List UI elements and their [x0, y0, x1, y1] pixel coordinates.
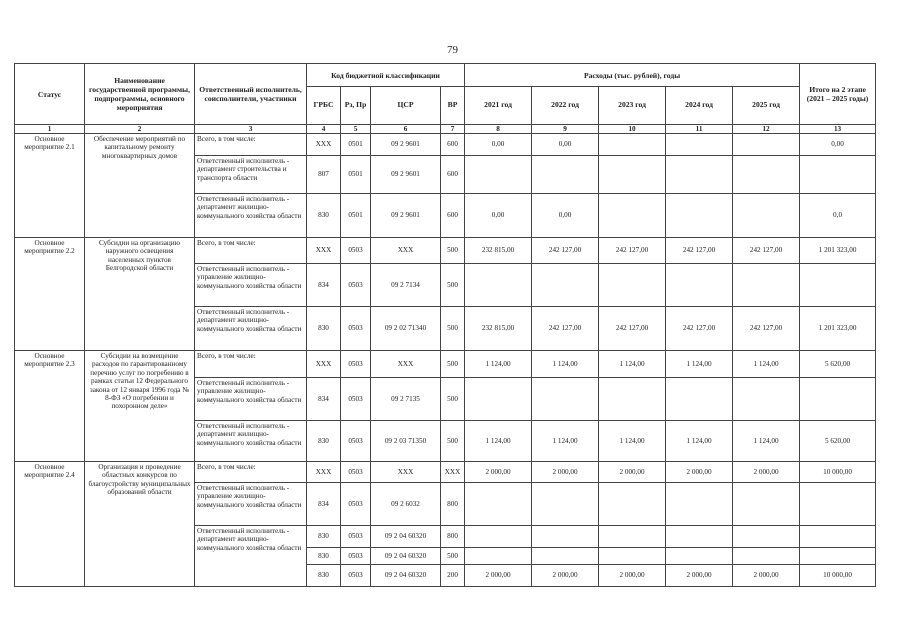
csr-cell: 09 2 04 60320 [371, 526, 441, 548]
rzpr-cell: 0503 [341, 264, 371, 307]
y2023-cell [599, 194, 666, 238]
csr-cell: XXX [371, 351, 441, 378]
grbs-cell: 830 [307, 526, 341, 548]
y2022-cell [532, 526, 599, 548]
executor-cell: Ответственный исполнитель - департамент жилищно-коммунального хозяйства области [195, 307, 307, 351]
executor-cell: Ответственный исполнитель - департамент жилищно-коммунального хозяйства области [195, 194, 307, 238]
csr-cell: 09 2 04 60320 [371, 565, 441, 587]
y2025-cell [733, 194, 800, 238]
grbs-cell: 830 [307, 565, 341, 587]
y2023-cell: 1 124,00 [599, 351, 666, 378]
y2022-cell: 2 000,00 [532, 462, 599, 483]
grbs-cell: 830 [307, 307, 341, 351]
y2021-cell [465, 548, 532, 565]
y2021-cell [465, 378, 532, 421]
vr-cell: 500 [441, 548, 465, 565]
executor-cell: Ответственный исполнитель - управление жилищно-коммунального хозяйства области [195, 264, 307, 307]
y2021-cell [465, 483, 532, 526]
y2024-cell: 2 000,00 [666, 462, 733, 483]
csr-cell: 09 2 04 60320 [371, 548, 441, 565]
vr-cell: 200 [441, 565, 465, 587]
y2024-cell [666, 548, 733, 565]
header-y2021: 2021 год [465, 87, 532, 125]
rzpr-cell: 0503 [341, 483, 371, 526]
total-cell [800, 526, 876, 548]
y2023-cell [599, 378, 666, 421]
page-number: 79 [447, 44, 458, 56]
y2021-cell: 0,00 [465, 134, 532, 156]
y2024-cell: 1 124,00 [666, 421, 733, 462]
y2023-cell: 242 127,00 [599, 238, 666, 264]
y2021-cell [465, 526, 532, 548]
csr-cell: XXX [371, 238, 441, 264]
y2024-cell [666, 526, 733, 548]
y2023-cell [599, 548, 666, 565]
vr-cell: XXX [441, 462, 465, 483]
header-csr: ЦСР [371, 87, 441, 125]
header-y2023: 2023 год [599, 87, 666, 125]
y2025-cell: 242 127,00 [733, 307, 800, 351]
vr-cell: 500 [441, 238, 465, 264]
total-cell: 5 620,00 [800, 421, 876, 462]
y2025-cell: 242 127,00 [733, 238, 800, 264]
header-budget-code: Код бюджетной классификации [307, 64, 465, 87]
name-cell: Обеспечение мероприятий по капитальному ремонту многоквартирных домов [85, 134, 195, 238]
column-number: 11 [666, 125, 733, 134]
y2023-cell [599, 526, 666, 548]
executor-cell: Ответственный исполнитель - департамент строительства и транспорта области [195, 156, 307, 194]
executor-cell: Ответственный исполнитель - департамент жилищно-коммунального хозяйства области [195, 526, 307, 587]
column-number: 7 [441, 125, 465, 134]
y2021-cell: 1 124,00 [465, 351, 532, 378]
y2022-cell: 1 124,00 [532, 421, 599, 462]
csr-cell: 09 2 03 71350 [371, 421, 441, 462]
y2021-cell: 1 124,00 [465, 421, 532, 462]
grbs-cell: 834 [307, 483, 341, 526]
y2021-cell: 0,00 [465, 194, 532, 238]
total-cell [800, 378, 876, 421]
column-number: 6 [371, 125, 441, 134]
y2023-cell: 2 000,00 [599, 462, 666, 483]
grbs-cell: 834 [307, 378, 341, 421]
y2022-cell: 0,00 [532, 194, 599, 238]
total-cell [800, 548, 876, 565]
y2025-cell [733, 156, 800, 194]
csr-cell: 09 2 02 71340 [371, 307, 441, 351]
header-y2022: 2022 год [532, 87, 599, 125]
vr-cell: 500 [441, 351, 465, 378]
y2024-cell [666, 264, 733, 307]
total-cell [800, 264, 876, 307]
y2024-cell [666, 483, 733, 526]
name-cell: Субсидии на возмещение расходов по гарантированному перечню услуг по погребению в рамках статьи 12 Федерального закона от 12 января 1996 года № 8-ФЗ «О погребении и похоронном деле» [85, 351, 195, 462]
csr-cell: 09 2 9601 [371, 156, 441, 194]
rzpr-cell: 0503 [341, 378, 371, 421]
csr-cell: 09 2 9601 [371, 194, 441, 238]
grbs-cell: 830 [307, 194, 341, 238]
header-expenses: Расходы (тыс. рублей), годы [465, 64, 800, 87]
column-number: 5 [341, 125, 371, 134]
y2022-cell [532, 548, 599, 565]
y2024-cell [666, 194, 733, 238]
csr-cell: 09 2 9601 [371, 134, 441, 156]
y2023-cell [599, 156, 666, 194]
grbs-cell: 830 [307, 548, 341, 565]
rzpr-cell: 0501 [341, 156, 371, 194]
total-cell: 5 620,00 [800, 351, 876, 378]
y2025-cell: 2 000,00 [733, 565, 800, 587]
executor-cell: Ответственный исполнитель - управление жилищно-коммунального хозяйства области [195, 378, 307, 421]
y2025-cell: 1 124,00 [733, 421, 800, 462]
y2025-cell [733, 526, 800, 548]
y2024-cell [666, 378, 733, 421]
total-cell: 10 000,00 [800, 565, 876, 587]
grbs-cell: 830 [307, 421, 341, 462]
executor-cell: Всего, в том числе: [195, 351, 307, 378]
header-y2024: 2024 год [666, 87, 733, 125]
expenses-table [14, 63, 876, 587]
y2024-cell [666, 156, 733, 194]
vr-cell: 500 [441, 378, 465, 421]
vr-cell: 500 [441, 421, 465, 462]
total-cell: 0,0 [800, 194, 876, 238]
y2025-cell [733, 548, 800, 565]
column-number: 2 [85, 125, 195, 134]
vr-cell: 500 [441, 307, 465, 351]
rzpr-cell: 0503 [341, 307, 371, 351]
y2023-cell: 242 127,00 [599, 307, 666, 351]
total-cell: 10 000,00 [800, 462, 876, 483]
executor-cell: Ответственный исполнитель - управление жилищно-коммунального хозяйства области [195, 483, 307, 526]
y2021-cell: 2 000,00 [465, 565, 532, 587]
y2024-cell: 242 127,00 [666, 238, 733, 264]
y2022-cell [532, 264, 599, 307]
grbs-cell: XXX [307, 351, 341, 378]
y2021-cell [465, 156, 532, 194]
grbs-cell: XXX [307, 462, 341, 483]
total-cell: 0,00 [800, 134, 876, 156]
y2021-cell: 232 815,00 [465, 238, 532, 264]
name-cell: Субсидии на организацию наружного освещения населенных пунктов Белгородской области [85, 238, 195, 351]
vr-cell: 500 [441, 264, 465, 307]
status-cell: Основное мероприятие 2.2 [15, 238, 85, 351]
grbs-cell: XXX [307, 134, 341, 156]
executor-cell: Всего, в том числе: [195, 238, 307, 264]
rzpr-cell: 0503 [341, 238, 371, 264]
table-row [15, 238, 876, 264]
y2021-cell: 232 815,00 [465, 307, 532, 351]
y2022-cell: 242 127,00 [532, 307, 599, 351]
y2023-cell [599, 264, 666, 307]
rzpr-cell: 0501 [341, 194, 371, 238]
csr-cell: 09 2 7135 [371, 378, 441, 421]
y2021-cell [465, 264, 532, 307]
vr-cell: 600 [441, 156, 465, 194]
rzpr-cell: 0501 [341, 134, 371, 156]
rzpr-cell: 0503 [341, 548, 371, 565]
header-name: Наименование государственной программы, подпрограммы, основного мероприятия [85, 64, 195, 125]
header-grbs: ГРБС [307, 87, 341, 125]
vr-cell: 800 [441, 526, 465, 548]
header-vr: ВР [441, 87, 465, 125]
grbs-cell: 807 [307, 156, 341, 194]
total-cell: 1 201 323,00 [800, 238, 876, 264]
vr-cell: 600 [441, 134, 465, 156]
total-cell [800, 156, 876, 194]
y2023-cell: 1 124,00 [599, 421, 666, 462]
y2025-cell [733, 134, 800, 156]
table-body [15, 134, 876, 587]
y2022-cell: 2 000,00 [532, 565, 599, 587]
column-numbers-row [15, 125, 876, 134]
y2025-cell [733, 483, 800, 526]
header-total: Итого на 2 этапе (2021 – 2025 годы) [800, 64, 876, 125]
csr-cell: 09 2 6032 [371, 483, 441, 526]
y2024-cell: 2 000,00 [666, 565, 733, 587]
vr-cell: 600 [441, 194, 465, 238]
y2025-cell [733, 264, 800, 307]
column-number: 10 [599, 125, 666, 134]
name-cell: Организация и проведение областных конкурсов по благоустройству муниципальных образований области [85, 462, 195, 587]
y2025-cell: 1 124,00 [733, 351, 800, 378]
grbs-cell: XXX [307, 238, 341, 264]
header-y2025: 2025 год [733, 87, 800, 125]
rzpr-cell: 0503 [341, 462, 371, 483]
header-status: Статус [15, 64, 85, 125]
grbs-cell: 834 [307, 264, 341, 307]
column-number: 9 [532, 125, 599, 134]
column-number: 4 [307, 125, 341, 134]
status-cell: Основное мероприятие 2.1 [15, 134, 85, 238]
table-row [15, 351, 876, 378]
y2023-cell: 2 000,00 [599, 565, 666, 587]
column-number: 1 [15, 125, 85, 134]
status-cell: Основное мероприятие 2.3 [15, 351, 85, 462]
y2022-cell [532, 483, 599, 526]
executor-cell: Всего, в том числе: [195, 134, 307, 156]
vr-cell: 800 [441, 483, 465, 526]
y2023-cell [599, 134, 666, 156]
table-row [15, 462, 876, 483]
y2024-cell: 1 124,00 [666, 351, 733, 378]
y2022-cell [532, 378, 599, 421]
rzpr-cell: 0503 [341, 565, 371, 587]
header-executor: Ответственный исполнитель, соисполнители, участники [195, 64, 307, 125]
y2022-cell: 1 124,00 [532, 351, 599, 378]
column-number: 13 [800, 125, 876, 134]
y2025-cell [733, 378, 800, 421]
total-cell: 1 201 323,00 [800, 307, 876, 351]
executor-cell: Всего, в том числе: [195, 462, 307, 483]
column-number: 8 [465, 125, 532, 134]
csr-cell: XXX [371, 462, 441, 483]
column-number: 12 [733, 125, 800, 134]
rzpr-cell: 0503 [341, 421, 371, 462]
y2024-cell: 242 127,00 [666, 307, 733, 351]
y2022-cell: 242 127,00 [532, 238, 599, 264]
rzpr-cell: 0503 [341, 526, 371, 548]
y2022-cell [532, 156, 599, 194]
csr-cell: 09 2 7134 [371, 264, 441, 307]
total-cell [800, 483, 876, 526]
header-rzpr: Рз, Пр [341, 87, 371, 125]
rzpr-cell: 0503 [341, 351, 371, 378]
table-row [15, 134, 876, 156]
y2022-cell: 0,00 [532, 134, 599, 156]
y2023-cell [599, 483, 666, 526]
y2021-cell: 2 000,00 [465, 462, 532, 483]
column-number: 3 [195, 125, 307, 134]
executor-cell: Ответственный исполнитель - департамент жилищно-коммунального хозяйства области [195, 421, 307, 462]
status-cell: Основное мероприятие 2.4 [15, 462, 85, 587]
y2024-cell [666, 134, 733, 156]
y2025-cell: 2 000,00 [733, 462, 800, 483]
